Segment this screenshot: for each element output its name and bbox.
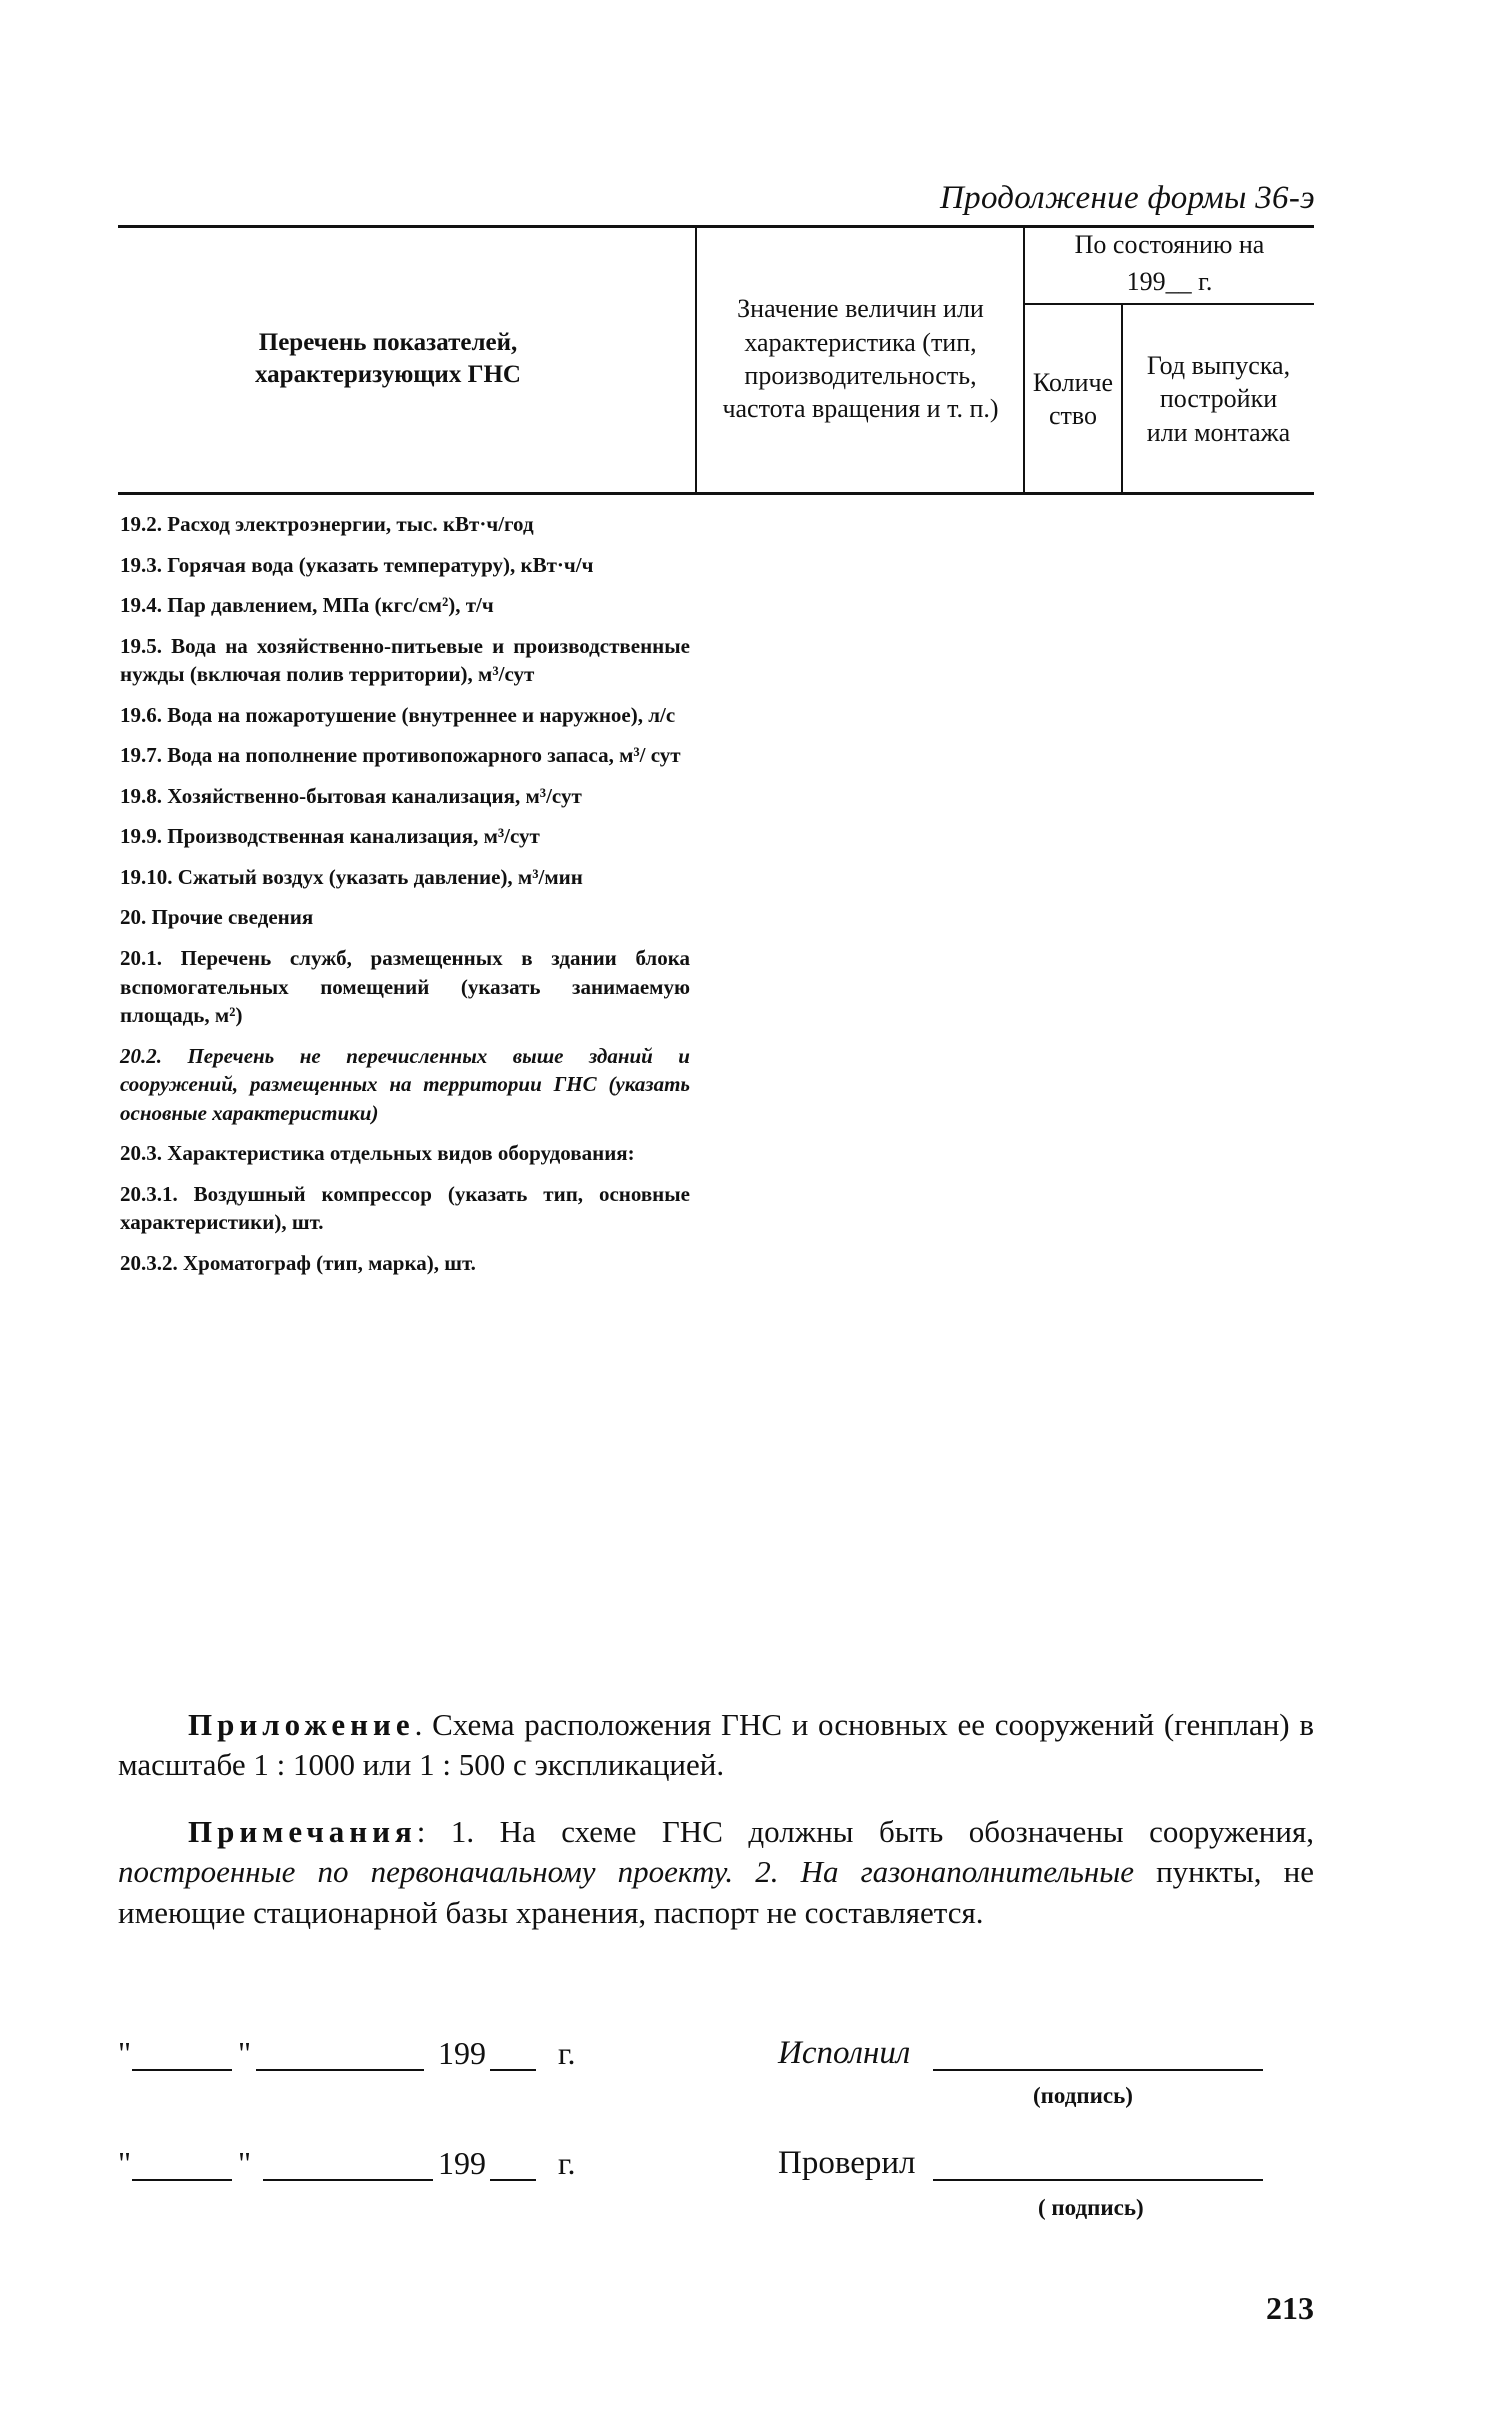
subheader-rule (1023, 303, 1314, 305)
appendix-label: Приложение (188, 1707, 415, 1742)
header-state-date: 199__ г. (1126, 267, 1213, 297)
list-item: 19.4. Пар давлением, МПа (кгс/см²), т/ч (120, 593, 494, 618)
date-quote-close: " (238, 2145, 252, 2181)
date-quote-close: " (238, 2035, 252, 2071)
checked-label-text: Проверил (778, 2145, 916, 2181)
date-year-prefix: 199 (438, 2145, 486, 2181)
list-item: 20.1. Перечень служб, размещенных в здании блока вспомогательных помещений (указать занимаемую площадь, м²) (120, 946, 690, 1028)
date-quote-open: " (118, 2035, 132, 2071)
list-item: 19.8. Хозяйственно-бытовая канализация, м³/сут (120, 783, 582, 808)
date-year-suffix: г. (558, 2035, 576, 2071)
date-month-blank (256, 2043, 424, 2071)
continuation-title: Продолжение формы 36-э (940, 180, 1315, 216)
date-year-suffix: г. (558, 2145, 576, 2181)
date-year-blank (490, 2153, 536, 2181)
page-number: 213 (1266, 2290, 1314, 2326)
date-day-blank (132, 2153, 232, 2181)
signature-row-checked (118, 2145, 1314, 2220)
appendix-text: . Схема расположения ГНС и основных ее сооружений (генплан) в масштабе 1 : 1000 или 1 : 500 с экспликацией. (118, 1707, 1314, 1783)
notes-label: Примечания (188, 1814, 417, 1849)
list-item: 19.5. Вода на хозяйственно-питьевые и производственные нужды (включая полив территории), м³/сут (120, 633, 690, 687)
date-quote-open: " (118, 2145, 132, 2181)
executed-signature-line (933, 2043, 1263, 2071)
date-day-blank (132, 2043, 232, 2071)
checked-signature-caption: ( подпись) (1038, 2195, 1144, 2220)
indicator-list (120, 510, 690, 1289)
header-values: Значение величин или характеристика (тип, производительность, частота вращения и т. п.) (722, 294, 999, 424)
date-year-prefix: 199 (438, 2035, 486, 2071)
list-item: 20.2. Перечень не перечисленных выше зданий и сооружений, размещенных на территории ГНС (указать основные характеристики) (120, 1043, 690, 1125)
checked-signature-line (933, 2153, 1263, 2181)
header-state-title: По состоянию на (1074, 230, 1265, 260)
date-month-blank (263, 2153, 433, 2181)
header-quantity: Количество (1032, 367, 1114, 430)
notes-text-tail: пункты, не имеющие стационарной базы хранения, паспорт не составляется. (118, 1854, 1314, 1930)
notes-paragraph (118, 1812, 1314, 1933)
date-year-blank (490, 2043, 536, 2071)
checked-label (778, 2145, 916, 2182)
list-item: 20. Прочие сведения (120, 905, 314, 930)
list-item: 20.3. Характеристика отдельных видов оборудования: (120, 1141, 635, 1166)
list-item: 19.10. Сжатый воздух (указать давление), м³/мин (120, 864, 583, 889)
list-item: 19.7. Вода на пополнение противопожарного запаса, м³/ сут (120, 743, 681, 768)
notes-text-italic: построенные по первоначальному проекту. 2. На газонаполнительные (118, 1854, 1134, 1890)
header-year: Год выпуска, постройки или монтажа (1146, 351, 1291, 447)
list-item: 19.9. Производственная канализация, м³/сут (120, 824, 540, 849)
executed-label-text: Исполнил (778, 2035, 911, 2071)
list-item: 19.6. Вода на пожаротушение (внутреннее и наружное), л/с (120, 702, 676, 727)
table-header (118, 225, 1314, 495)
header-indicators: Перечень показателей, характеризующих ГНС (255, 329, 521, 388)
list-item: 19.3. Горячая вода (указать температуру), кВт·ч/ч (120, 552, 594, 577)
executed-signature-caption: (подпись) (1033, 2083, 1133, 2108)
appendix-paragraph (118, 1705, 1314, 1786)
notes-text: : 1. На схеме ГНС должны быть обозначены сооружения, (416, 1814, 1314, 1849)
signature-row-executed (118, 2035, 1314, 2108)
list-item: 19.2. Расход электроэнергии, тыс. кВт·ч/год (120, 512, 534, 536)
col-divider-1 (695, 225, 697, 495)
executed-label (778, 2035, 910, 2072)
list-item: 20.3.2. Хроматограф (тип, марка), шт. (120, 1250, 476, 1275)
list-item: 20.3.1. Воздушный компрессор (указать тип, основные характеристики), шт. (120, 1181, 690, 1235)
